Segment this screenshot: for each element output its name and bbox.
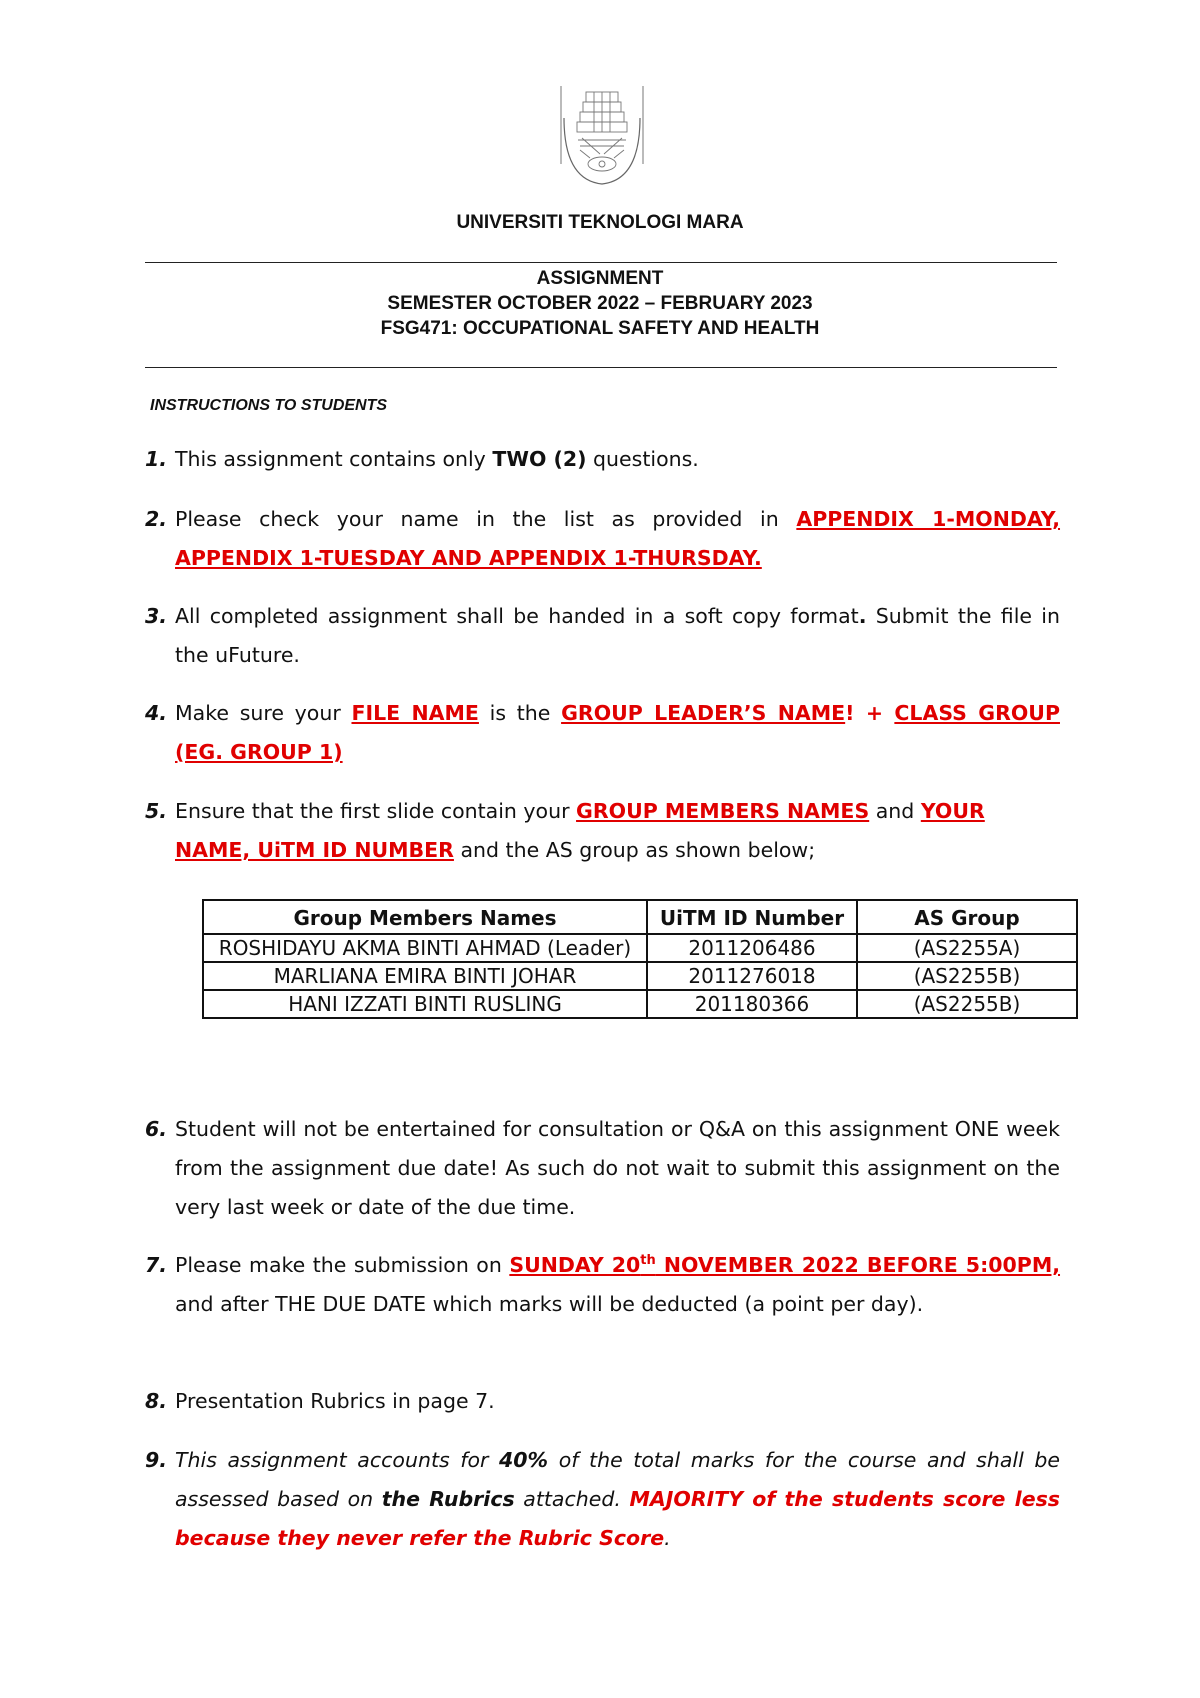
column-header-names: Group Members Names: [203, 900, 647, 934]
instructions-heading: INSTRUCTIONS TO STUDENTS: [150, 397, 388, 414]
group-leader-highlight: GROUP LEADER’S NAME: [561, 701, 846, 725]
instruction-item-6: [145, 1110, 1060, 1227]
table-row: [203, 934, 1077, 962]
item-number: 8.: [145, 1389, 168, 1413]
instruction-item-4: [145, 694, 1060, 772]
name-id-highlight: YOUR NAME, UiTM ID NUMBER: [175, 799, 985, 862]
member-id: 2011276018: [647, 962, 857, 990]
item-text: Presentation Rubrics in page 7.: [175, 1389, 495, 1413]
item-number: 1.: [145, 447, 168, 471]
item-number: 9.: [145, 1448, 168, 1472]
member-id: 201180366: [647, 990, 857, 1018]
group-members-table: [202, 899, 1078, 1019]
course-title: FSG471: OCCUPATIONAL SAFETY AND HEALTH: [380, 318, 820, 339]
due-date-highlight: [509, 1253, 1060, 1277]
item-text: Please make the submission on: [175, 1253, 510, 1277]
group-members-highlight: GROUP MEMBERS NAMES: [576, 799, 870, 823]
instruction-item-8: [145, 1382, 1060, 1421]
document-type: ASSIGNMENT: [536, 268, 664, 289]
column-header-group: AS Group: [857, 900, 1077, 934]
item-number: 2.: [145, 507, 168, 531]
item-text: of the total marks for the course and shall be assessed based on: [175, 1448, 1060, 1511]
item-text: Ensure that the first slide contain your: [175, 799, 577, 823]
rubrics-emphasis: the Rubrics: [381, 1487, 515, 1511]
instruction-item-1: [145, 440, 1060, 479]
due-date-suffix: th: [640, 1253, 656, 1269]
item-text: and after THE DUE DATE which marks will be deducted (a point per day).: [175, 1292, 924, 1316]
item-emphasis: TWO (2): [492, 447, 587, 471]
item-number: 4.: [145, 701, 168, 725]
class-group-highlight: CLASS GROUP (EG. GROUP 1): [175, 701, 1060, 764]
item-text: questions.: [586, 447, 699, 471]
item-text: Student will not be entertained for consultation or Q&A on this assignment ONE week from the assignment due date! As such do not wait to submit this assignment on the very last week or date of the due time.: [175, 1117, 1060, 1219]
warning-highlight: MAJORITY of the students score less because they never refer the Rubric Score: [175, 1487, 1061, 1550]
item-text: and: [869, 799, 921, 823]
university-name: UNIVERSITI TEKNOLOGI MARA: [456, 212, 744, 233]
item-text: .: [664, 1526, 671, 1550]
item-text: Make sure your: [175, 701, 352, 725]
due-date-rest: NOVEMBER 2022 BEFORE 5:00PM,: [655, 1253, 1061, 1277]
member-group: (AS2255B): [857, 962, 1077, 990]
item-number: 3.: [145, 604, 168, 628]
member-name: HANI IZZATI BINTI RUSLING: [203, 990, 647, 1018]
item-text: is the: [478, 701, 562, 725]
item-text: This assignment accounts for: [175, 1448, 500, 1472]
member-name: ROSHIDAYU AKMA BINTI AHMAD (Leader): [203, 934, 647, 962]
item-text: Please check your name in the list as provided in: [175, 507, 797, 531]
table-row: [203, 962, 1077, 990]
item-text: This assignment contains only: [175, 447, 493, 471]
member-group: (AS2255B): [857, 990, 1077, 1018]
item-emphasis: .: [858, 604, 867, 628]
appendix-reference: APPENDIX 1-MONDAY, APPENDIX 1-TUESDAY AND APPENDIX 1-THURSDAY.: [175, 507, 1061, 570]
member-name: MARLIANA EMIRA BINTI JOHAR: [203, 962, 647, 990]
item-text: and the AS group as shown below;: [453, 838, 816, 862]
item-text: Submit the file in the uFuture.: [175, 604, 1060, 667]
item-number: 7.: [145, 1253, 168, 1277]
uitm-logo-icon: [560, 84, 644, 188]
instruction-item-5: [145, 792, 1060, 870]
instruction-item-9: [145, 1441, 1060, 1558]
table-row: [203, 990, 1077, 1018]
item-text: All completed assignment shall be handed in a soft copy format: [175, 604, 859, 628]
divider-top: [145, 262, 1057, 263]
column-header-id: UiTM ID Number: [647, 900, 857, 934]
divider-bottom: [145, 367, 1057, 368]
item-number: 5.: [145, 799, 168, 823]
instruction-item-7: [145, 1246, 1060, 1324]
instruction-item-2: [145, 500, 1060, 578]
instruction-item-3: [145, 597, 1060, 675]
percentage-emphasis: 40%: [499, 1448, 549, 1472]
item-text: attached.: [514, 1487, 630, 1511]
item-emphasis: ! +: [845, 701, 895, 725]
member-id: 2011206486: [647, 934, 857, 962]
semester-title: SEMESTER OCTOBER 2022 – FEBRUARY 2023: [387, 293, 813, 314]
member-group: (AS2255A): [857, 934, 1077, 962]
due-date-day: SUNDAY 20: [509, 1253, 641, 1277]
table-header-row: [203, 900, 1077, 934]
item-number: 6.: [145, 1117, 168, 1141]
file-name-highlight: FILE NAME: [351, 701, 479, 725]
